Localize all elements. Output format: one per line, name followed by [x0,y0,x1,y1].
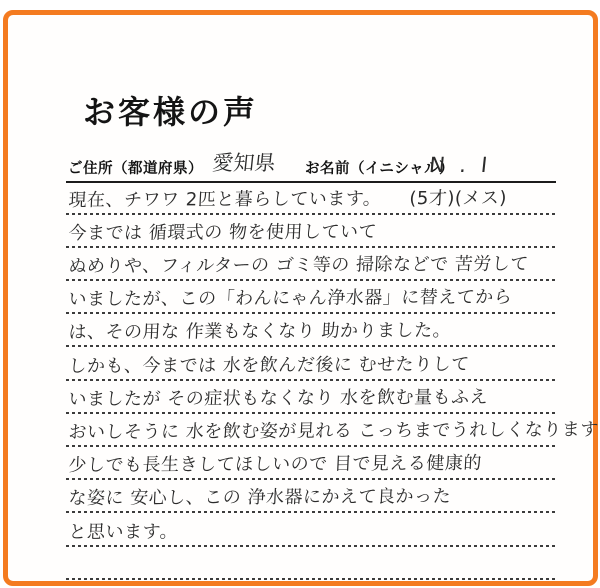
testimonial-line-text: と思います。 [68,520,179,543]
testimonial-line [66,447,556,480]
testimonial-line-text: な姿に 安心し、この 浄水器にかえて良かった [68,486,452,510]
testimonial-line [66,248,556,281]
testimonial-line-text: 少しでも長生きしてほしいので 目で見える健康的 [68,453,483,477]
testimonial-line-text: しかも、今までは 水を飲んだ後に むせたりして [68,353,471,377]
testimonial-line [66,547,556,580]
testimonial-line-text: いましたが、この「わんにゃん浄水器」に替えてから [68,286,513,311]
testimonial-text [66,182,600,580]
testimonial-line [66,513,556,546]
name-label: お名前（イニシャル） [305,161,455,177]
testimonial-line [66,182,556,215]
testimonial-line-text: 今までは 循環式の 物を使用していて [68,221,378,244]
page-title: お客様の声 [83,93,259,131]
address-value: 愛知県 [211,151,277,175]
address-label: ご住所（都道府県） [68,161,203,177]
form-row [66,147,556,183]
testimonial-line [66,347,556,380]
testimonial-line [66,381,556,414]
testimonial-line [66,314,556,347]
testimonial-line [66,480,556,513]
testimonial-line-text: ぬめりや、フィルターの ゴミ等の 掃除などで 苦労して [68,253,530,278]
testimonial-line [66,414,600,447]
paper-frame [3,10,598,586]
testimonial-line-text: おいしそうに 水を飲む姿が見れる こっちまでうれしくなります [68,419,600,443]
testimonial-line-text: 現在、チワワ 2匹と暮らしています。 (5才)(メス) [68,187,508,211]
name-value: N . I [428,153,493,177]
testimonial-line-text: は、その用な 作業もなくなり 助かりました。 [68,320,452,344]
testimonial-line [66,281,556,314]
testimonial-line-text: いましたが その症状もなくなり 水を飲む量もふえ [68,386,489,410]
testimonial-line [66,215,556,248]
